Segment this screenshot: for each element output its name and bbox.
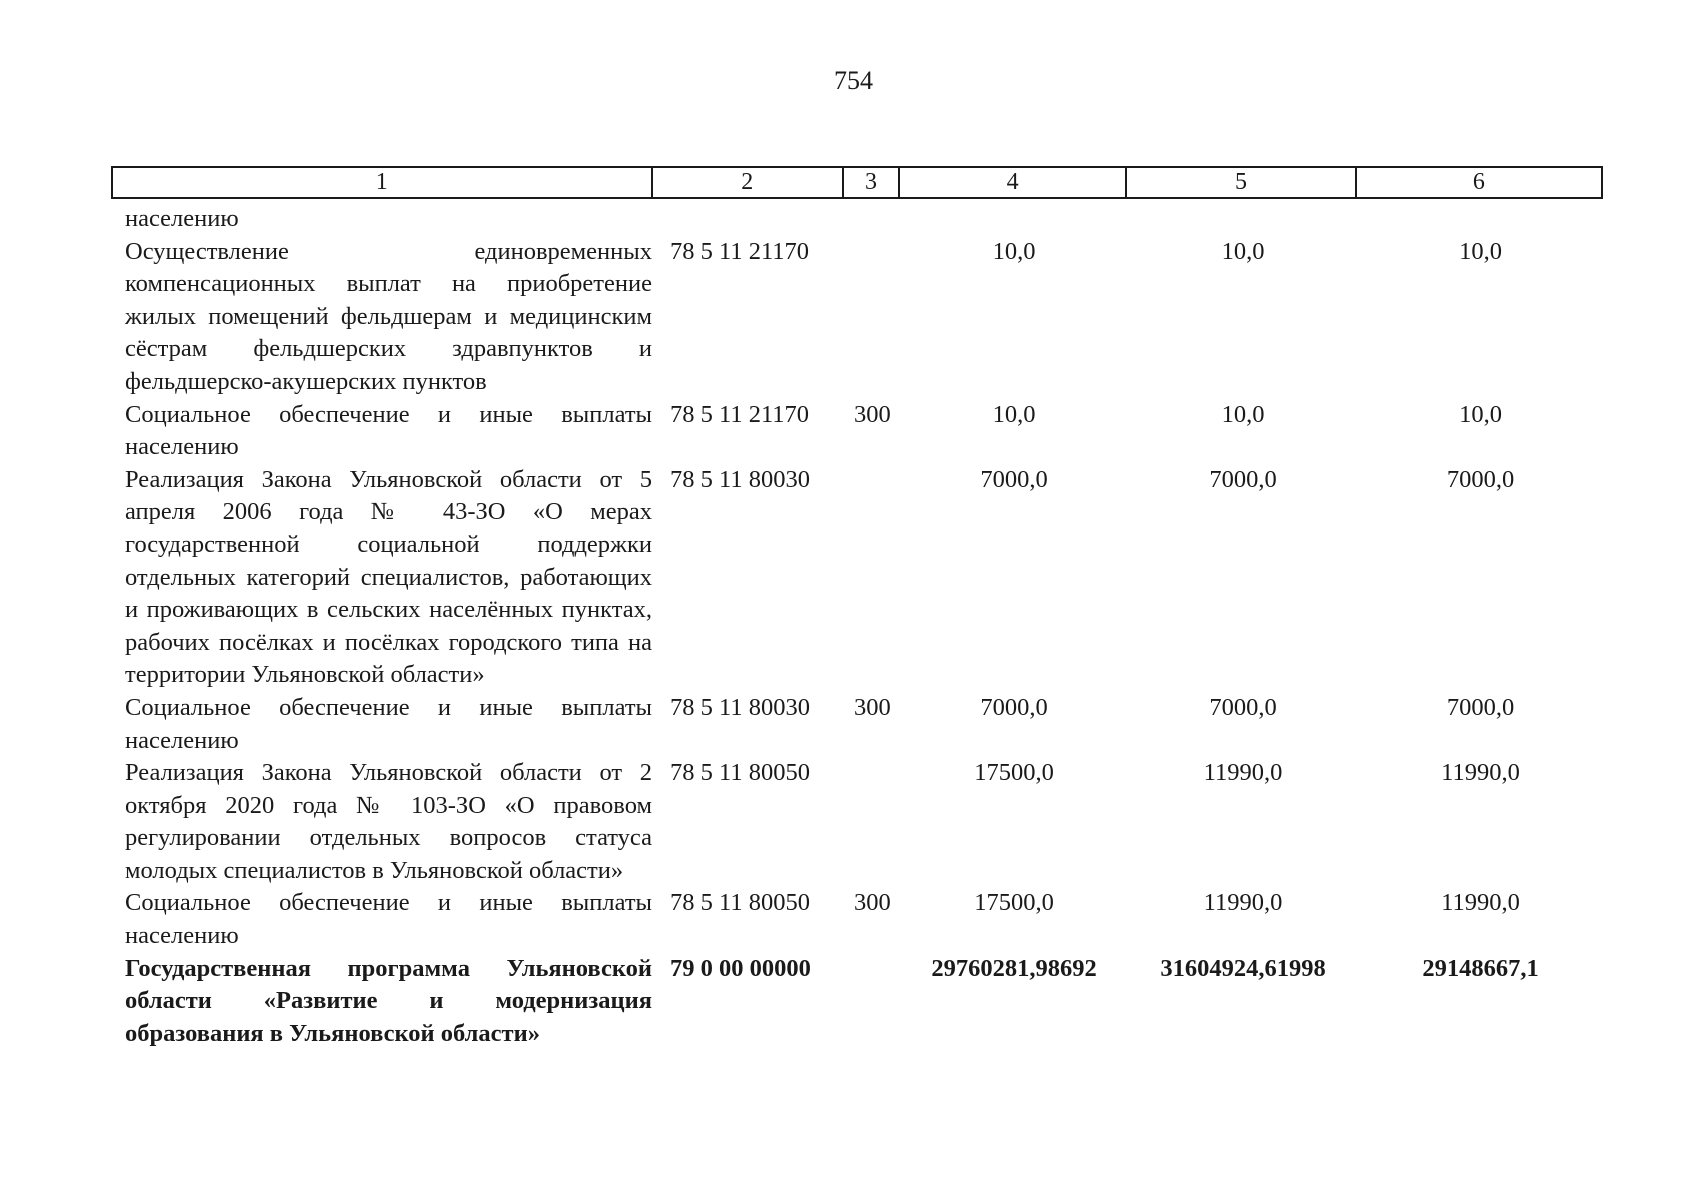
row-value-4: 29760281,98692	[931, 954, 1097, 982]
header-col-4: 4	[900, 168, 1127, 197]
row-value-4: 7000,0	[980, 693, 1048, 721]
row-name: Социальное обеспечение и иные выплаты населению	[125, 889, 652, 950]
row-value-4: 7000,0	[980, 465, 1048, 493]
row-name: Реализация Закона Ульяновской области от 5 апреля 2006 года № 43-ЗО «О мерах государственной социальной поддержки отдельных категорий специалистов, работающих и проживающих в сельских населённых пунктах, рабочих посёлках и посёлках городского типа на территории Ульяновской области»	[125, 465, 652, 689]
row-name: Государственная программа Ульяновской области «Развитие и модернизация образования в Ульяновской области»	[125, 954, 652, 1047]
row-code: 78 5 11 80050	[670, 889, 810, 917]
row-name: населению	[125, 205, 239, 232]
table-row	[111, 692, 1603, 757]
table-row	[111, 203, 1603, 236]
row-name: Осуществление единовременных компенсационных выплат на приобретение жилых помещений фельдшерам и медицинским сёстрам фельдшерских здравпунктов и фельдшерско-акушерских пунктов	[125, 237, 652, 395]
row-value-6: 10,0	[1459, 400, 1502, 428]
table-header	[111, 166, 1603, 199]
table-row	[111, 236, 1603, 399]
row-value-4: 10,0	[992, 237, 1036, 265]
row-value-6: 11990,0	[1441, 759, 1520, 787]
header-col-2: 2	[653, 168, 844, 197]
row-value-5: 10,0	[1221, 400, 1265, 428]
header-col-3: 3	[844, 168, 900, 197]
table-body	[111, 203, 1603, 1050]
table-row	[111, 399, 1603, 464]
row-type: 300	[854, 400, 891, 428]
row-value-4: 17500,0	[974, 889, 1054, 917]
row-code: 78 5 11 80030	[670, 465, 810, 493]
row-code: 78 5 11 21170	[670, 400, 810, 428]
row-value-6: 11990,0	[1441, 889, 1520, 917]
row-code: 78 5 11 21170	[670, 237, 810, 265]
row-value-6: 7000,0	[1446, 693, 1515, 721]
row-value-6: 29148667,1	[1422, 954, 1539, 982]
table-row-program-total	[111, 953, 1603, 1051]
table-row	[111, 887, 1603, 952]
row-type: 300	[854, 889, 891, 917]
header-col-1: 1	[113, 168, 653, 197]
table-row	[111, 464, 1603, 692]
header-col-5: 5	[1127, 168, 1356, 197]
row-code: 79 0 00 00000	[670, 954, 811, 982]
page-number: 754	[834, 66, 873, 95]
row-name: Социальное обеспечение и иные выплаты населению	[125, 400, 652, 461]
row-code: 78 5 11 80050	[670, 759, 810, 787]
row-value-5: 31604924,61998	[1160, 954, 1326, 982]
row-name: Социальное обеспечение и иные выплаты населению	[125, 693, 652, 754]
row-value-5: 11990,0	[1203, 889, 1283, 917]
row-name: Реализация Закона Ульяновской области от 2 октября 2020 года № 103-ЗО «О правовом регулировании отдельных вопросов статуса молодых специалистов в Ульяновской области»	[125, 759, 652, 884]
row-value-5: 10,0	[1221, 237, 1265, 265]
row-value-4: 10,0	[992, 400, 1036, 428]
table-row	[111, 757, 1603, 887]
row-value-5: 7000,0	[1209, 693, 1277, 721]
row-value-6: 10,0	[1459, 237, 1502, 265]
row-value-4: 17500,0	[974, 759, 1054, 787]
row-value-5: 7000,0	[1209, 465, 1277, 493]
row-code: 78 5 11 80030	[670, 693, 810, 721]
row-value-5: 11990,0	[1203, 759, 1283, 787]
header-col-6: 6	[1472, 169, 1485, 195]
row-value-6: 7000,0	[1446, 465, 1515, 493]
row-type: 300	[854, 693, 891, 721]
